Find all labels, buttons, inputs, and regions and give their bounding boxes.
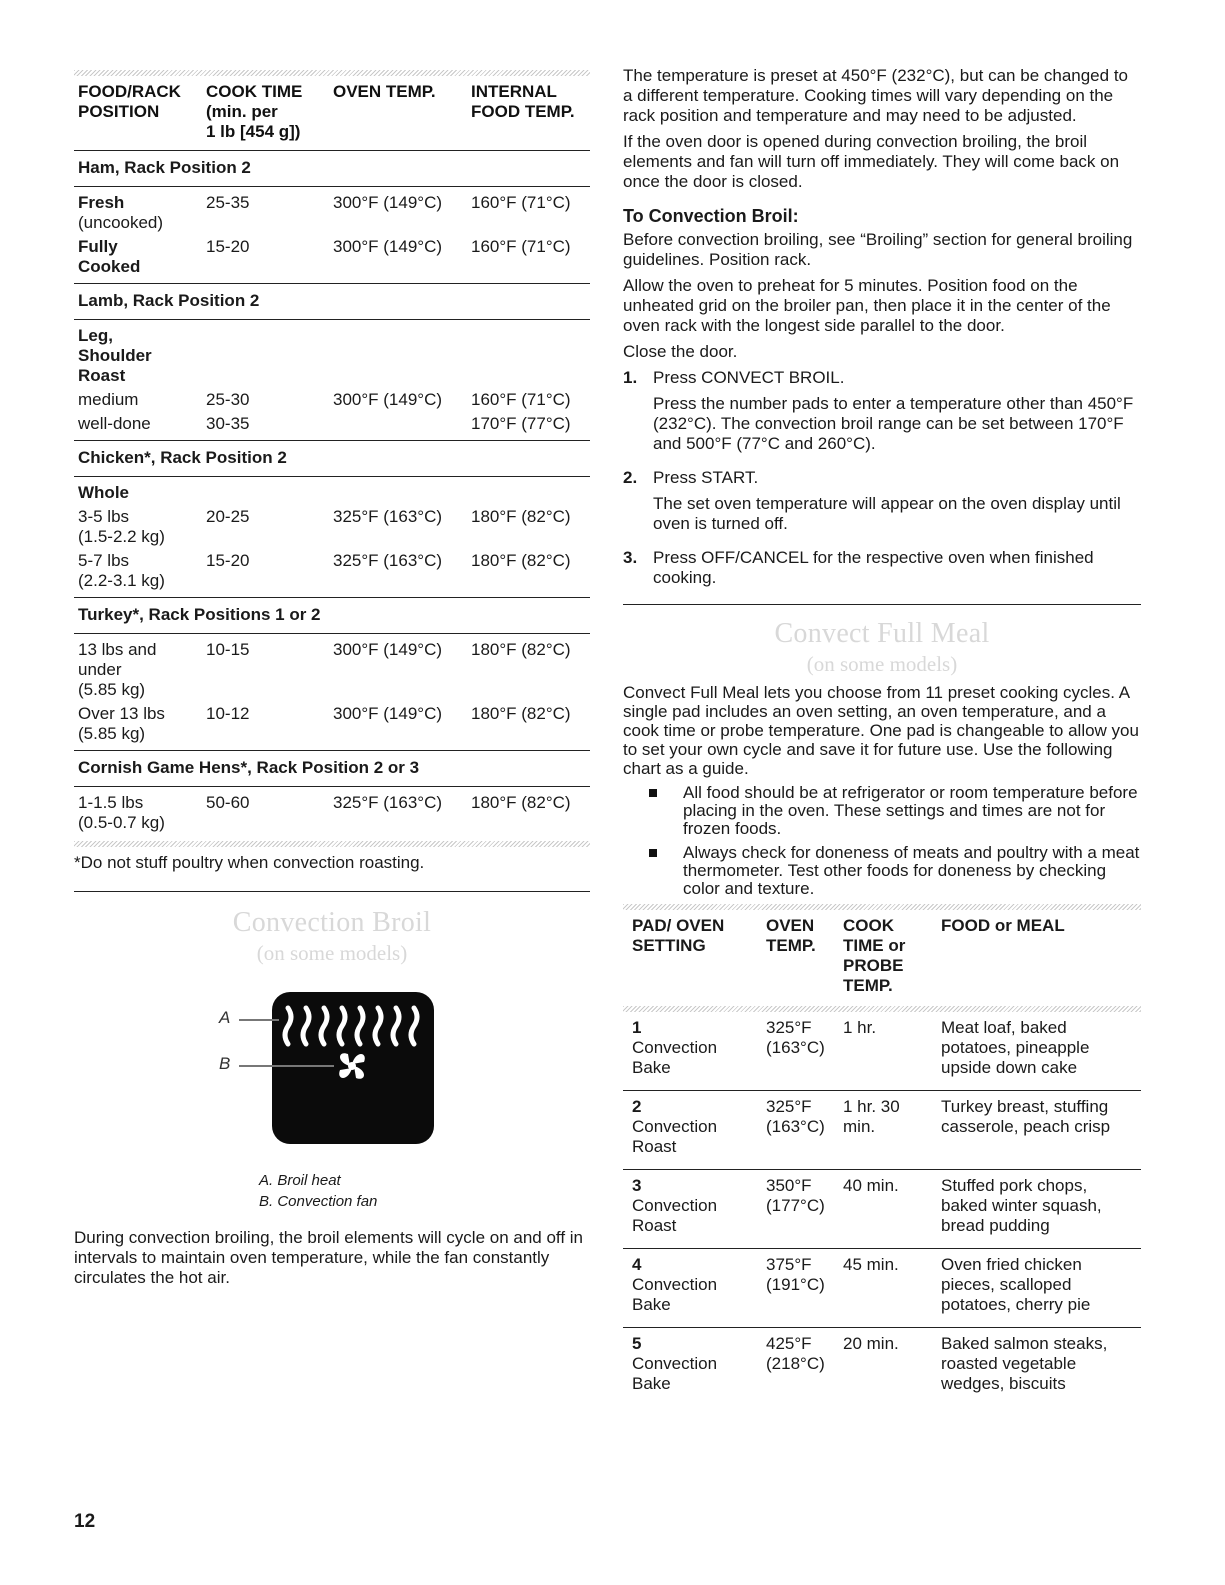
column-header-line: (min. per [206,102,278,121]
internal-temp-cell: 180°F (82°C) [471,704,571,723]
food-meal: Turkey breast, stuffing [941,1097,1109,1116]
cook-time: min. [843,1117,876,1136]
oven-temp: (177°C) [766,1196,825,1215]
food-detail: under [78,660,122,679]
step-text: Press CONVECT BROIL. [653,368,845,387]
food-meal: potatoes, cherry pie [941,1295,1091,1314]
step-text: Press the number pads to enter a temperature other than 450°F (232°C). The convection broil range can be set between 170°F and 500°F (77°C and 260°C). [653,394,1134,453]
label-b: B [219,1054,231,1073]
column-header-line: OVEN TEMP. [333,82,436,101]
oven-temp-cell [766,1255,843,1315]
meal-table-row [623,1012,1141,1090]
food-detail: (5.85 kg) [78,680,146,699]
step-body [653,548,1141,594]
table-row [78,483,590,503]
food-cell [78,551,206,591]
internal-temp-cell: 170°F (77°C) [471,414,571,433]
meal-column-header-line: FOOD or MEAL [941,916,1065,935]
column-header-line: INTERNAL [471,82,557,101]
roast-footnote: *Do not stuff poultry when convection roasting. [74,853,425,872]
internal-temp-cell: 180°F (82°C) [471,551,571,570]
label-a: A [219,1008,231,1027]
oven-setting: Convection [632,1275,718,1294]
section-header: Cornish Game Hens*, Rack Position 2 or 3 [74,750,590,786]
section-header: Chicken*, Rack Position 2 [74,440,590,476]
section-divider [623,604,1141,605]
caption-a: A. Broil heat [259,1172,341,1189]
full-meal-subtitle: (on some models) [806,652,958,676]
food-name: Whole [78,483,129,502]
meal-column-header [941,916,1141,996]
meal-column-header-line: TEMP. [843,976,893,995]
step-item [623,368,1141,460]
column-header-line: FOOD/RACK [78,82,181,101]
internal-temp-cell: 180°F (82°C) [471,640,571,659]
page-number: 12 [74,1511,96,1532]
food-meal-cell [941,1255,1141,1315]
oven-temp-cell: 300°F (149°C) [333,237,443,256]
table-row [78,390,590,410]
meal-table-row [623,1090,1141,1169]
cook-time-cell [843,1255,941,1315]
meal-column-header-line: SETTING [632,936,706,955]
column-header-line: COOK TIME [206,82,303,101]
broil-steps [623,368,1141,594]
food-detail: Over 13 lbs [78,704,165,723]
food-detail: (2.2-3.1 kg) [78,571,165,590]
step-text: The set oven temperature will appear on the oven display until oven is turned off. [653,494,1121,533]
section-rows [74,319,590,440]
internal-temp-cell: 180°F (82°C) [471,793,571,812]
internal-temp-cell: 160°F (71°C) [471,237,571,256]
table-row [78,414,590,434]
food-cell [78,793,206,833]
food-meal: bread pudding [941,1216,1050,1235]
oven-temp-cell: 325°F (163°C) [333,793,443,812]
food-detail: (0.5-0.7 kg) [78,813,165,832]
cook-time-cell [843,1334,941,1394]
meal-table-row [623,1327,1141,1406]
food-detail: medium [78,390,139,409]
cook-time-cell [843,1018,941,1078]
cook-time: 1 hr. 30 [843,1097,900,1116]
oven-temp: 325°F [766,1018,812,1037]
oven-temp-cell [766,1334,843,1394]
cook-time-cell [843,1097,941,1157]
pad-setting-cell [632,1176,766,1236]
food-name: Shoulder [78,346,152,365]
food-meal: baked winter squash, [941,1196,1102,1215]
cook-time: 40 min. [843,1176,899,1195]
internal-temp-cell [471,326,594,386]
meal-column-header-line: TIME or [843,936,906,955]
cook-time-cell [206,483,333,503]
oven-temp: (163°C) [766,1117,825,1136]
food-meal: casserole, peach crisp [941,1117,1111,1136]
food-name: Cooked [78,257,141,276]
food-meal: pieces, scalloped [941,1275,1072,1294]
table-row [78,793,590,833]
table-row [78,193,590,233]
oven-temp: (191°C) [766,1275,825,1294]
convection-broil-title: Convection Broil [232,907,432,938]
roast-table-header [74,76,590,150]
food-meal: Oven fried chicken [941,1255,1082,1274]
oven-setting: Roast [632,1137,677,1156]
cook-time-cell [206,326,333,386]
step-number: 1. [623,368,638,387]
food-cell [78,414,206,434]
broil-para-1: Before convection broiling, see “Broiling” section for general broiling guidelines. Position rack. [623,230,1133,269]
table-row [78,640,590,700]
table-row [78,551,590,591]
oven-temp: 375°F [766,1255,812,1274]
food-cell [78,704,206,744]
oven-temp: 325°F [766,1097,812,1116]
food-detail: 3-5 lbs [78,507,130,526]
oven-temp-cell: 325°F (163°C) [333,507,443,526]
food-meal: Meat loaf, baked [941,1018,1067,1037]
full-meal-bullets [623,784,1141,898]
convection-broil-body: During convection broiling, the broil elements will cycle on and off in intervals to maintain oven temperature, while the fan constantly circulates the hot air. [74,1228,584,1287]
oven-temp-cell [333,483,471,503]
table-row [78,704,590,744]
meal-column-header [632,916,766,996]
cook-time: 1 hr. [843,1018,877,1037]
pad-setting-cell [632,1097,766,1157]
cook-time-cell: 30-35 [206,414,250,433]
full-meal-title: Convect Full Meal [774,618,990,649]
pad-number: 1 [632,1018,642,1037]
bullet-item [649,784,1141,838]
broil-para-2: Allow the oven to preheat for 5 minutes. Position food on the unheated grid on the broiler pan, then place it in the center of the oven rack with the longest side parallel to the door. [623,276,1111,335]
pad-number: 4 [632,1255,642,1274]
meal-column-header [766,916,843,996]
oven-temp-cell [766,1018,843,1078]
food-detail: (uncooked) [78,213,164,232]
food-detail: well-done [78,414,151,433]
bullet-square-icon [649,789,657,797]
cook-time-cell: 25-35 [206,193,250,212]
column-header [333,82,471,142]
meal-column-header-line: PAD/ OVEN [632,916,725,935]
pad-number: 3 [632,1176,642,1195]
section-header: Lamb, Rack Position 2 [74,283,590,319]
oven-temp-cell: 325°F (163°C) [333,551,443,570]
left-column [74,0,590,1294]
right-column [623,0,1141,1406]
step-text: Press START. [653,468,759,487]
food-name: Fresh [78,193,125,212]
food-detail: 1-1.5 lbs [78,793,144,812]
meal-column-header [843,916,941,996]
food-name: Fully [78,237,118,256]
oven-temp-cell [766,1097,843,1157]
pad-number: 2 [632,1097,642,1116]
oven-illustration [234,980,534,1170]
cook-time-cell: 10-15 [206,640,250,659]
food-cell [78,483,206,503]
oven-setting: Convection [632,1038,718,1057]
oven-temp: (163°C) [766,1038,825,1057]
column-header [78,82,206,142]
section-header: Ham, Rack Position 2 [74,150,590,186]
internal-temp-cell: 180°F (82°C) [471,507,571,526]
bullet-text: All food should be at refrigerator or room temperature before placing in the oven. These settings and times are not for frozen foods. [683,783,1138,838]
column-header [206,82,333,142]
section-rows [74,633,590,750]
convection-broil-subtitle: (on some models) [256,941,408,965]
oven-temp-cell [333,414,471,434]
food-meal-cell [941,1334,1141,1394]
food-meal-cell [941,1097,1141,1157]
step-item [623,548,1141,594]
meal-table-row [623,1169,1141,1248]
cook-time-cell: 25-30 [206,390,250,409]
section-divider [74,891,590,892]
food-meal-cell [941,1176,1141,1236]
pad-number: 5 [632,1334,642,1353]
pad-setting-cell [632,1334,766,1394]
section-rows [74,786,590,839]
bullet-square-icon [649,849,657,857]
oven-temp-cell: 300°F (149°C) [333,390,443,409]
pad-setting-cell [632,1018,766,1078]
step-number: 2. [623,468,638,487]
roast-table-body [74,150,590,839]
food-meal: wedges, biscuits [941,1374,1066,1393]
food-cell [78,390,206,410]
step-number: 3. [623,548,638,567]
table-bottom-rule [74,841,590,847]
internal-temp-cell: 160°F (71°C) [471,390,571,409]
oven-temp-cell: 300°F (149°C) [333,704,443,723]
oven-setting: Bake [632,1374,671,1393]
oven-setting: Convection [632,1354,718,1373]
food-cell [78,193,206,233]
food-detail: 13 lbs and [78,640,157,659]
food-cell [78,326,206,386]
food-meal-cell [941,1018,1141,1078]
food-name: Leg, [78,326,113,345]
food-meal: Stuffed pork chops, [941,1176,1088,1195]
food-cell [78,237,206,277]
meal-table-header [623,910,1141,1006]
oven-temp-cell [333,326,471,386]
food-cell [78,640,206,700]
full-meal-intro: Convect Full Meal lets you choose from 11 preset cooking cycles. A single pad includes an oven setting, an oven temperature, and a cook time or probe temperature. One pad is changeable to allow you to set your own cycle and save it for future use. Use the following chart as a guide. [623,683,1139,778]
section-header: Turkey*, Rack Positions 1 or 2 [74,597,590,633]
food-meal: potatoes, pineapple [941,1038,1090,1057]
food-detail: (5.85 kg) [78,724,146,743]
oven-temp: 425°F [766,1334,812,1353]
bullet-text: Always check for doneness of meats and poultry with a meat thermometer. Test other foods for doneness by checking color and texture. [683,843,1140,898]
meal-table-body [623,1012,1141,1406]
cook-time-cell: 15-20 [206,551,250,570]
cook-time-cell: 50-60 [206,793,250,812]
food-detail: (1.5-2.2 kg) [78,527,165,546]
step-text: Press OFF/CANCEL for the respective oven when finished cooking. [653,548,1094,587]
food-name: Roast [78,366,126,385]
cook-time: 20 min. [843,1334,899,1353]
cook-time: 45 min. [843,1255,899,1274]
section-rows [74,476,590,597]
food-meal: upside down cake [941,1058,1078,1077]
section-rows [74,186,590,283]
meal-column-header-line: TEMP. [766,936,816,955]
food-detail: 5-7 lbs [78,551,130,570]
column-header-line: 1 lb [454 g]) [206,122,301,141]
oven-setting: Convection [632,1117,718,1136]
column-header-line: POSITION [78,102,160,121]
table-row [78,507,590,547]
cook-time-cell [843,1176,941,1236]
pad-setting-cell [632,1255,766,1315]
intro-para-1: The temperature is preset at 450°F (232°C), but can be changed to a different temperature. Cooking times will vary depending on the rack position and temperature and may need to be adjusted. [623,66,1128,125]
oven-temp-cell [766,1176,843,1236]
to-convection-broil-heading: To Convection Broil: [623,206,799,226]
column-header-line: FOOD TEMP. [471,102,575,121]
broil-para-3: Close the door. [623,342,738,361]
cook-time-cell: 15-20 [206,237,250,256]
oven-temp: 350°F [766,1176,812,1195]
step-body [653,468,1141,540]
table-row [78,326,590,386]
internal-temp-cell [471,483,594,503]
internal-temp-cell: 160°F (71°C) [471,193,571,212]
oven-temp-cell: 300°F (149°C) [333,193,443,212]
oven-setting: Convection [632,1196,718,1215]
convection-broil-figure [74,980,590,1170]
oven-setting: Bake [632,1058,671,1077]
oven-setting: Bake [632,1295,671,1314]
table-row [78,237,590,277]
oven-setting: Roast [632,1216,677,1235]
food-meal: Baked salmon steaks, [941,1334,1108,1353]
oven-temp: (218°C) [766,1354,825,1373]
step-item [623,468,1141,540]
bullet-item [649,844,1141,898]
caption-b: B. Convection fan [259,1193,378,1210]
meal-column-header-line: OVEN [766,916,815,935]
cook-time-cell: 20-25 [206,507,250,526]
intro-para-2: If the oven door is opened during convection broiling, the broil elements and fan will turn off immediately. They will come back on once the door is closed. [623,132,1120,191]
food-meal: roasted vegetable [941,1354,1077,1373]
meal-column-header-line: COOK [843,916,894,935]
column-header [471,82,594,142]
food-cell [78,507,206,547]
oven-temp-cell: 300°F (149°C) [333,640,443,659]
meal-table-row [623,1248,1141,1327]
meal-column-header-line: PROBE [843,956,904,975]
step-body [653,368,1141,460]
cook-time-cell: 10-12 [206,704,250,723]
